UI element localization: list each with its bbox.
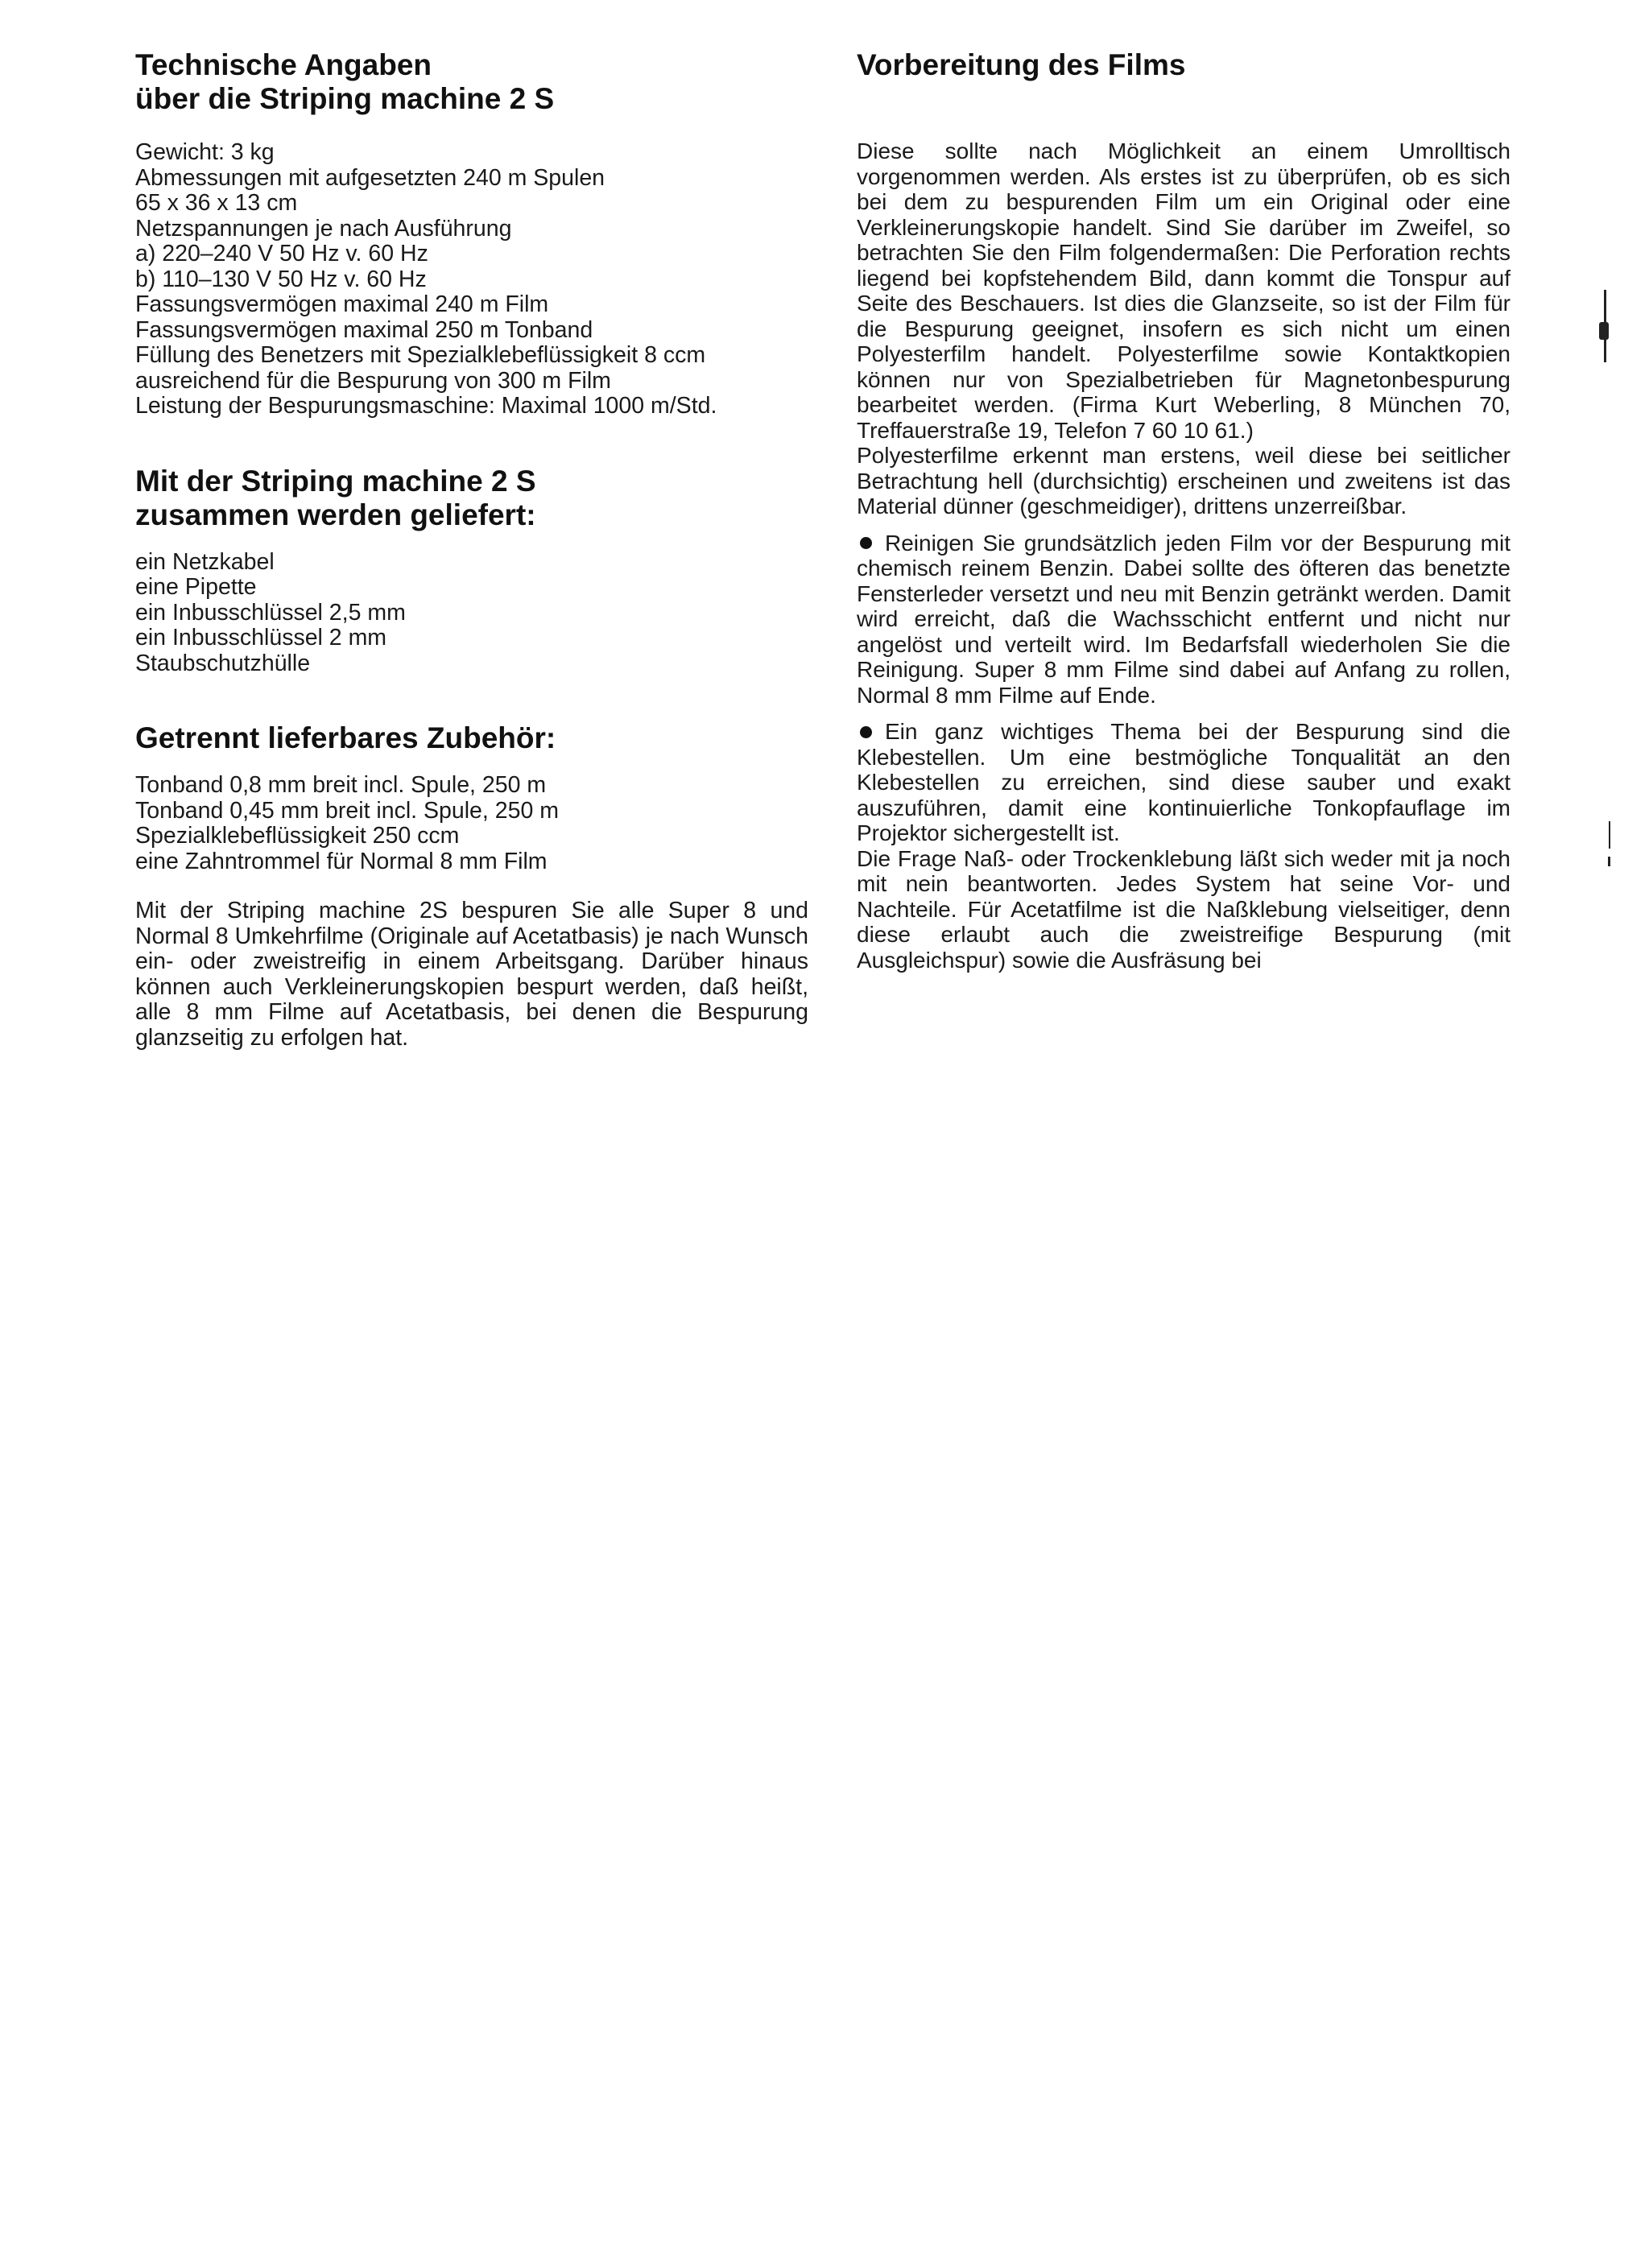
spec-line: a) 220–240 V 50 Hz v. 60 Hz xyxy=(135,241,428,266)
list-item: eine Pipette xyxy=(135,574,257,600)
scan-edge-mark xyxy=(1607,821,1612,878)
film-preparation-heading xyxy=(857,48,1511,82)
technical-data-heading xyxy=(135,48,808,116)
intro-paragraph: Mit der Striping machine 2S bespuren Sie alle Super 8 und Normal 8 Umkehrfilme (Originale auf Acetatbasis) je nach Wunsch ein- oder zweistreifig in einem Arbeitsgang. Darüber hinaus können auch Verkleinerungskopien bespurt werden, daß heißt, alle 8 mm Filme auf Acetatbasis, bei denen die Bespurung glanzseitig zu erfolgen hat. xyxy=(135,898,808,1051)
list-item: ein Inbusschlüssel 2 mm xyxy=(135,625,387,651)
spec-line: Fassungsvermögen maximal 250 m Tonband xyxy=(135,316,593,343)
right-column xyxy=(857,48,1511,973)
spec-line: Leistung der Bespurungsmaschine: Maximal 1000 m/Std. xyxy=(135,393,717,419)
list-item: Tonband 0,8 mm breit incl. Spule, 250 m xyxy=(135,772,547,798)
bullet-text: Ein ganz wichtiges Thema bei der Bespurung sind die Klebestellen. Um eine bestmögliche Tonqualität an den Klebestellen zu erreichen, sind diese sauber und exakt auszuführen, damit eine kontinuierliche Tonkopfauflage im Projektor sichergestellt ist. xyxy=(857,719,1511,845)
list-item: ein Inbusschlüssel 2,5 mm xyxy=(135,599,406,626)
list-item: Spezialklebeflüssigkeit 250 ccm xyxy=(135,823,460,849)
spec-line: b) 110–130 V 50 Hz v. 60 Hz xyxy=(135,266,427,292)
bullet-text: Reinigen Sie grundsätzlich jeden Film vor der Bespurung mit chemisch reinem Benzin. Dabei sollte des öfteren das benetzte Fensterleder versetzt und neu mit Benzin getränkt werden. Damit wird erreicht, daß die Wachsschicht entfernt und nicht nur angelöst und verteilt wird. Im Bedarfsfall wiederholen Sie die Reinigung. Super 8 mm Filme sind dabei auf Anfang zu rollen, Normal 8 mm Filme auf Ende. xyxy=(857,530,1511,708)
spec-line: Füllung des Benetzers mit Spezialklebeflüssigkeit 8 ccm xyxy=(135,342,706,368)
list-item: Tonband 0,45 mm breit incl. Spule, 250 m xyxy=(135,797,559,824)
spec-line: Netzspannungen je nach Ausführung xyxy=(135,215,512,242)
bullet-icon xyxy=(860,726,872,738)
technical-data-list xyxy=(135,140,808,419)
heading-line: Mit der Striping machine 2 S xyxy=(135,464,536,498)
spec-line: Fassungsvermögen maximal 240 m Film xyxy=(135,291,549,317)
spec-line: Gewicht: 3 kg xyxy=(135,139,275,165)
splicing-paragraph: Die Frage Naß- oder Trockenklebung läßt sich weder mit ja noch mit nein beantworten. Jedes System hat seine Vor- und Nachteile. Für Acetatfilme ist die Naßklebung vielseitiger, denn diese erlaubt auch die zweistreifige Bespurung (mit Ausgleichspur) sowie die Ausfräsung bei xyxy=(857,845,1511,973)
spec-line: ausreichend für die Bespurung von 300 m Film xyxy=(135,367,611,394)
list-item: eine Zahntrommel für Normal 8 mm Film xyxy=(135,848,548,874)
delivery-contents-heading xyxy=(135,465,808,532)
polyester-paragraph: Polyesterfilme erkennt man erstens, weil diese bei seitlicher Betrachtung hell (durchsichtig) erscheinen und zweitens ist das Material dünner (geschmeidiger), drittens unzerreißbar. xyxy=(857,443,1511,518)
heading-line: Getrennt lieferbares Zubehör: xyxy=(135,721,556,754)
scan-edge-mark xyxy=(1599,290,1610,362)
spec-line: Abmessungen mit aufgesetzten 240 m Spulen xyxy=(135,164,605,191)
accessories-heading xyxy=(135,721,808,755)
list-item: ein Netzkabel xyxy=(135,548,275,575)
heading-line: zusammen werden geliefert: xyxy=(135,498,536,531)
splice-bullet xyxy=(857,719,1511,846)
spec-line: 65 x 36 x 13 cm xyxy=(135,190,298,216)
delivery-contents-list xyxy=(135,550,808,677)
list-item: Staubschutzhülle xyxy=(135,650,311,676)
bullet-icon xyxy=(860,537,872,549)
left-column xyxy=(135,48,808,1051)
accessories-list xyxy=(135,773,808,874)
heading-line: Technische Angaben xyxy=(135,48,432,81)
preparation-paragraph: Diese sollte nach Möglichkeit an einem Umrolltisch vorgenommen werden. Als erstes ist zu überprüfen, ob es sich bei dem zu bespurenden Film um ein Original oder eine Verkleinerungskopie handelt. Sind Sie darüber im Zweifel, so betrachten Sie den Film folgendermaßen: Die Perforation rechts liegend bei kopfstehendem Bild, dann kommt die Tonspur auf Seite des Beschauers. Ist dies die Glanzseite, so ist der Film für die Bespurung geeignet, insofern es sich nicht um einen Polyesterfilm handelt. Polyesterfilme sowie Kontaktkopien können nur von Spezialbetrieben für Magnetonbespurung bearbeitet werden. (Firma Kurt Weberling, 8 München 70, Treffauerstraße 19, Telefon 7 60 10 61.) xyxy=(857,138,1511,443)
heading-line: über die Striping machine 2 S xyxy=(135,82,555,115)
cleaning-bullet xyxy=(857,531,1511,708)
heading-line: Vorbereitung des Films xyxy=(857,48,1186,81)
